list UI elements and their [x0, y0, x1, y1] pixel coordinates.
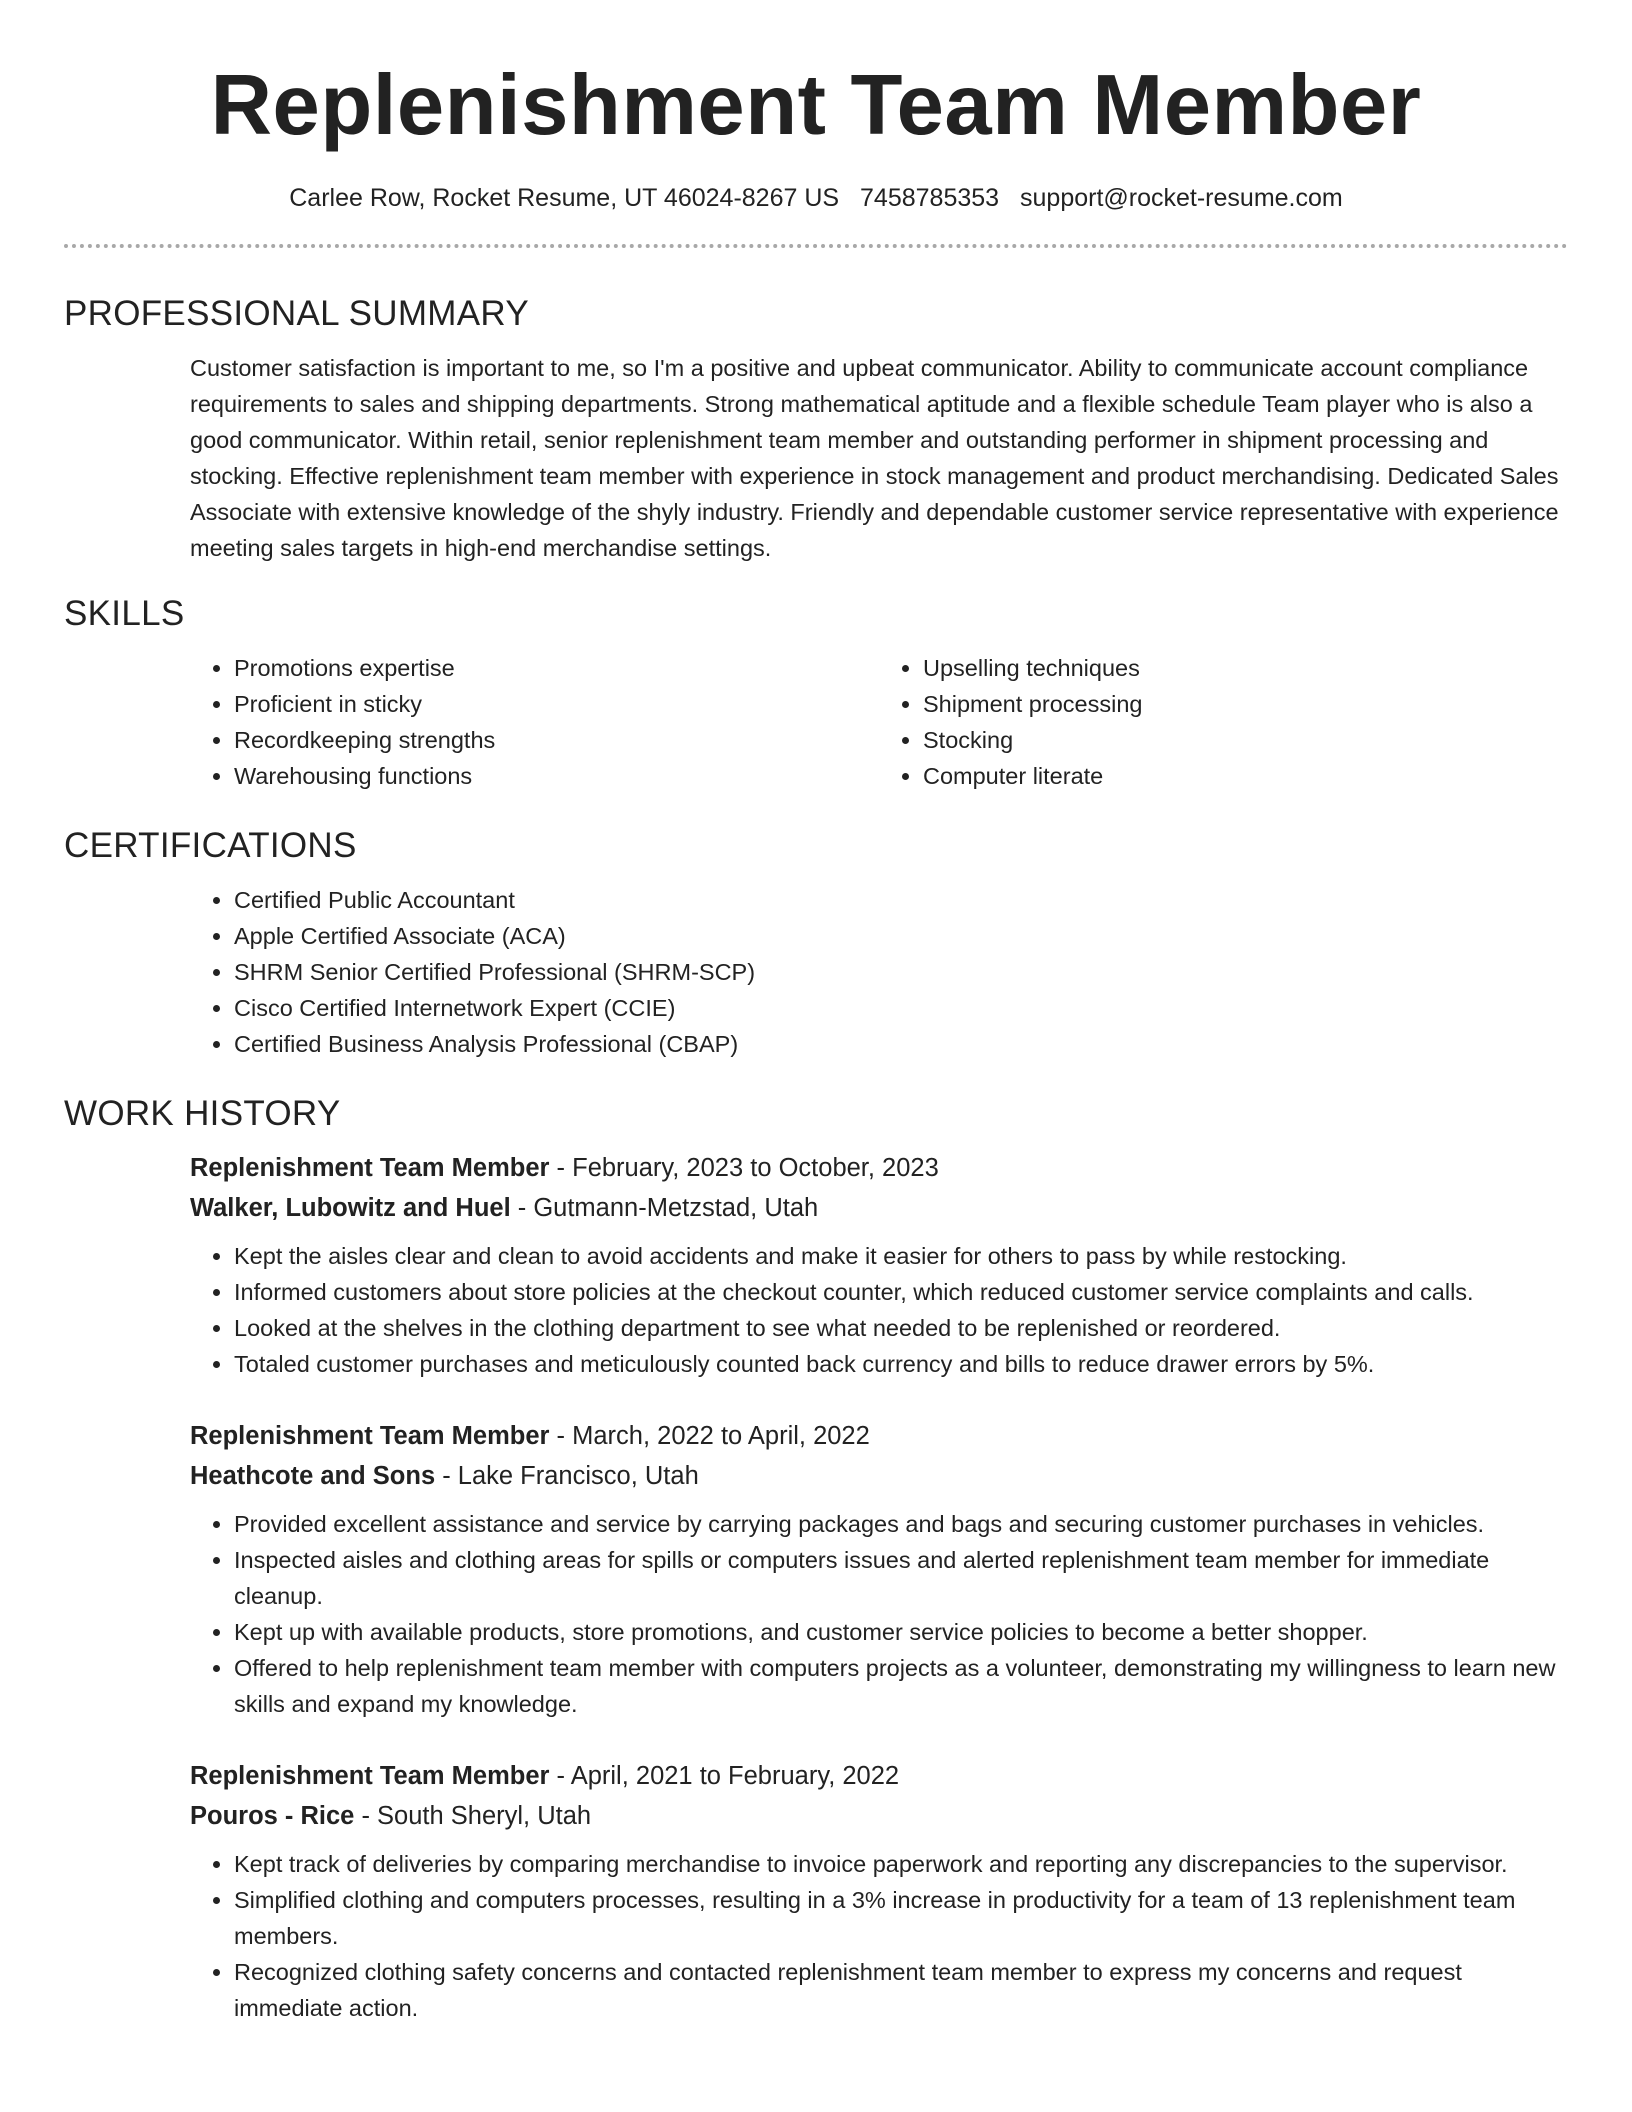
job-bullet: • Looked at the shelves in the clothing department to see what needed to be replenished or reordered.: [234, 1310, 1568, 1346]
skills-grid: [190, 650, 1568, 794]
skill-item: • Proficient in sticky: [234, 686, 879, 722]
job-company: Pouros - Rice: [190, 1802, 355, 1830]
work-history-heading: WORK HISTORY: [64, 1094, 341, 1133]
job-dates: - February, 2023 to October, 2023: [549, 1154, 939, 1182]
job-bullets: [190, 1238, 1568, 1382]
job-location: - Gutmann-Metzstad, Utah: [510, 1194, 819, 1222]
job-entry: [190, 1416, 1568, 1722]
job-bullet: • Offered to help replenishment team member with computers projects as a volunteer, demonstrating my willingness to learn new skills and expand my knowledge.: [234, 1650, 1568, 1722]
certifications-list: [190, 882, 1568, 1062]
job-dates: - March, 2022 to April, 2022: [549, 1422, 870, 1450]
skills-heading: SKILLS: [64, 594, 185, 633]
summary-section: [64, 294, 1568, 566]
job-title-line: [190, 1148, 1568, 1188]
certifications-section: [64, 826, 1568, 1062]
work-history-section: [64, 1094, 1568, 2026]
job-dates: - April, 2021 to February, 2022: [549, 1762, 900, 1790]
contact-phone: 7458785353: [860, 184, 1000, 212]
skills-list-right: [879, 650, 1568, 794]
skill-item: • Shipment processing: [923, 686, 1568, 722]
job-role: Replenishment Team Member: [190, 1154, 550, 1182]
skill-item: • Recordkeeping strengths: [234, 722, 879, 758]
contact-address: Carlee Row, Rocket Resume, UT 46024-8267 US: [289, 184, 840, 212]
job-bullets: [190, 1506, 1568, 1722]
summary-text: Customer satisfaction is important to me, so I'm a positive and upbeat communicator. Ability to communicate account compliance requirements to sales and shipping departments. Strong mathematical aptitude and a flexible schedule Team player who is also a good communicator. Within retail, senior replenishment team member and outstanding performer in shipment processing and stocking. Effective replenishment team member with experience in stock management and product merchandising. Dedicated Sales Associate with extensive knowledge of the shyly industry. Friendly and dependable customer service representative with experience meeting sales targets in high-end merchandise settings.: [190, 355, 1559, 561]
job-bullet: • Kept up with available products, store promotions, and customer service policies to become a better shopper.: [234, 1614, 1568, 1650]
job-bullet: • Kept the aisles clear and clean to avoid accidents and make it easier for others to pass by while restocking.: [234, 1238, 1568, 1274]
certification-item: • Certified Business Analysis Professional (CBAP): [234, 1026, 1568, 1062]
certification-item: • Cisco Certified Internetwork Expert (CCIE): [234, 990, 1568, 1026]
job-bullet: • Totaled customer purchases and meticulously counted back currency and bills to reduce drawer errors by 5%.: [234, 1346, 1568, 1382]
job-bullet: • Kept track of deliveries by comparing merchandise to invoice paperwork and reporting any discrepancies to the supervisor.: [234, 1846, 1568, 1882]
job-location: - Lake Francisco, Utah: [435, 1462, 699, 1490]
certification-item: • Certified Public Accountant: [234, 882, 1568, 918]
job-company-line: [190, 1456, 1568, 1496]
skill-item: • Computer literate: [923, 758, 1568, 794]
skill-item: • Warehousing functions: [234, 758, 879, 794]
skills-list-left: [190, 650, 879, 794]
job-company: Walker, Lubowitz and Huel: [190, 1194, 511, 1222]
job-role: Replenishment Team Member: [190, 1762, 550, 1790]
job-bullet: • Provided excellent assistance and service by carrying packages and bags and securing customer purchases in vehicles.: [234, 1506, 1568, 1542]
job-company-line: [190, 1188, 1568, 1228]
contact-email: support@rocket-resume.com: [1020, 184, 1343, 212]
job-bullet: • Simplified clothing and computers processes, resulting in a 3% increase in productivity for a team of 13 replenishment team members.: [234, 1882, 1568, 1954]
job-role: Replenishment Team Member: [190, 1422, 550, 1450]
job-bullets: [190, 1846, 1568, 2026]
skill-item: • Upselling techniques: [923, 650, 1568, 686]
job-company-line: [190, 1796, 1568, 1836]
summary-heading: PROFESSIONAL SUMMARY: [64, 294, 529, 333]
job-title-line: [190, 1416, 1568, 1456]
job-entry: [190, 1756, 1568, 2026]
job-entry: [190, 1148, 1568, 1382]
skill-item: • Promotions expertise: [234, 650, 879, 686]
skill-item: • Stocking: [923, 722, 1568, 758]
job-bullet: • Inspected aisles and clothing areas for spills or computers issues and alerted replenishment team member for immediate cleanup.: [234, 1542, 1568, 1614]
skills-section: [64, 594, 1568, 794]
job-title-line: [190, 1756, 1568, 1796]
contact-line: [64, 182, 1568, 214]
job-company: Heathcote and Sons: [190, 1462, 436, 1490]
certifications-heading: CERTIFICATIONS: [64, 826, 357, 865]
job-location: - South Sheryl, Utah: [354, 1802, 592, 1830]
header-divider: [64, 244, 1568, 248]
candidate-name: Replenishment Team Member: [210, 58, 1422, 153]
certification-item: • Apple Certified Associate (ACA): [234, 918, 1568, 954]
certification-item: • SHRM Senior Certified Professional (SHRM-SCP): [234, 954, 1568, 990]
job-bullet: • Recognized clothing safety concerns and contacted replenishment team member to express my concerns and request immediate action.: [234, 1954, 1568, 2026]
job-bullet: • Informed customers about store policies at the checkout counter, which reduced customer service complaints and calls.: [234, 1274, 1568, 1310]
